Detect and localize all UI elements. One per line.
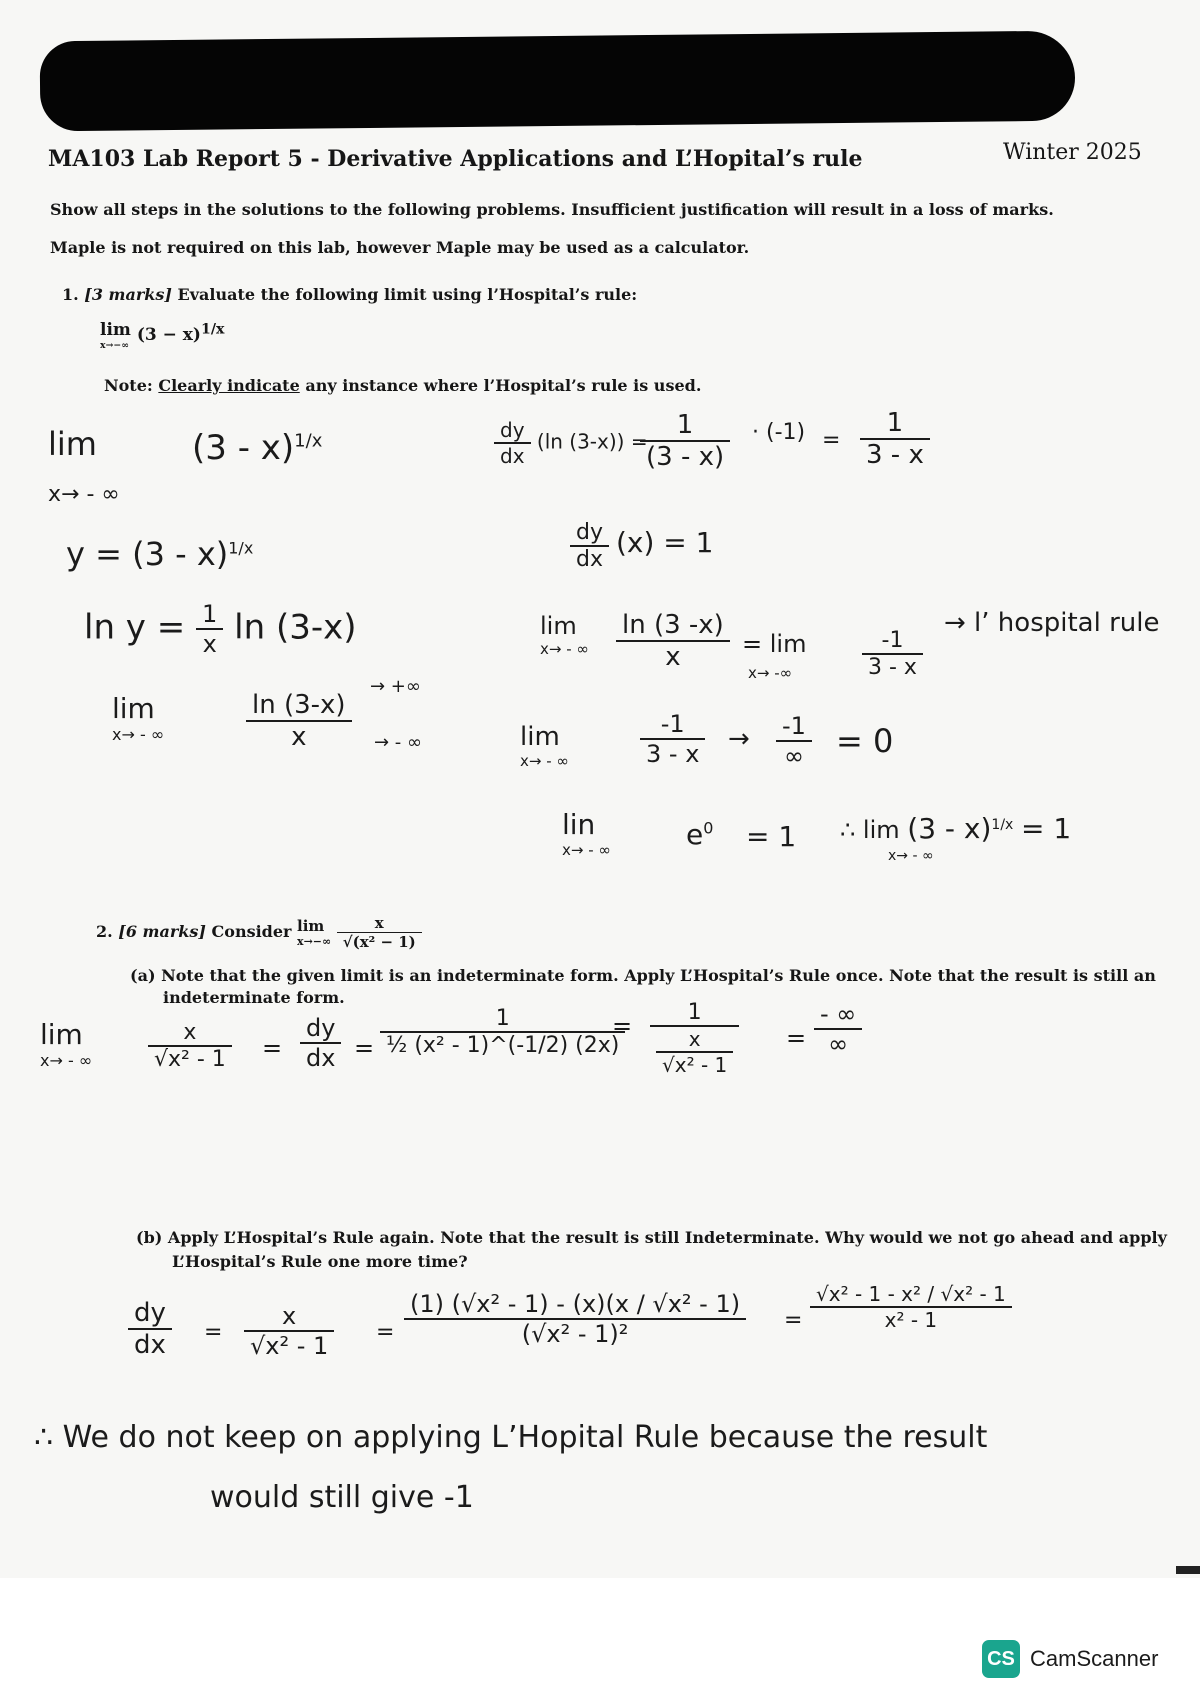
q1w-lim4-base: e [686,818,704,851]
q1w-dy-label [494,418,531,468]
q2aw-eq3: = [612,1012,633,1040]
q2aw-frac3 [650,1000,739,1077]
q2bw-frac3-den: x² - 1 [884,1308,938,1332]
q2aw-frac3-inner-den: √x² - 1 [662,1053,728,1077]
q2aw-dy-den: dx [306,1044,336,1072]
q2bw-frac3-num: √x² - 1 - x² / √x² - 1 [810,1282,1012,1308]
q2a-label: (a) [130,966,156,985]
q2-limit-under: x→−∞ [297,935,332,948]
q1w-dy-frac2-den: 3 - x [866,440,924,470]
q1w-y-exp: 1/x [228,538,254,558]
q1-note-underlined: Clearly indicate [158,376,300,395]
q1w-hop-frac [616,610,730,672]
q1-number: 1. [62,285,79,304]
q2bw-dy [128,1298,172,1360]
scan-edge-mark [1176,1566,1200,1574]
q1w-hop-num: ln (3 -x) [616,610,730,642]
q2aw-frac3-inner-num: x [656,1027,733,1053]
q2aw-eq1: = [262,1034,283,1062]
q1w-final-under: x→ - ∞ [888,848,934,864]
q2aw-lim-under: x→ - ∞ [40,1051,93,1070]
q1w-dyx: $\frac{dy}{dx}$ (x) = 1 [570,520,713,572]
q1-marks: [3 marks] [84,285,172,304]
q1-limit-expr: (3 − x) [136,325,201,345]
q2bw-frac3 [810,1282,1012,1332]
q1w-lim [48,425,97,463]
q2aw-frac-den: √x² - 1 [154,1047,226,1072]
q1w-lim2-note-top: → +∞ [370,676,421,697]
term-label: Winter 2025 [1003,140,1142,165]
q2aw-frac3-num: 1 [650,1000,739,1027]
q2aw-frac4-num: - ∞ [814,1000,862,1030]
q2bw-frac-num: x [244,1302,334,1332]
q2bw-eq1: = [204,1320,223,1345]
q1w-ln-frac-num: 1 [196,600,223,630]
q1w-hop-label: → l’ hospital rule [944,608,1160,638]
q1w-lim3-frac2-num: -1 [776,712,812,742]
q1w-lim2-num: ln (3-x) [246,690,352,722]
q1w-final-exp: 1/x [991,817,1014,833]
q2bw-eq2: = [376,1320,395,1345]
q2a-line1: Note that the given limit is an indeterminate form. Apply L’Hospital’s Rule once. Note that the result is still an [161,966,1156,985]
q2aw-frac [148,1020,232,1072]
q2aw-eq2: = [354,1034,375,1062]
q2a-line2: indeterminate form. [163,988,345,1007]
q1w-lim2-frac [246,690,352,752]
q2aw-frac4-den: ∞ [828,1030,849,1058]
q1w-dy-eq: = [822,428,841,453]
q1w-dy-den: dx [500,444,525,468]
q2-limit-den: √(x² − 1) [342,933,416,951]
q1w-final [840,812,1071,845]
q1w-lim2-fraction [246,690,352,752]
q1-note-label: Note: [104,376,153,395]
question-1 [62,285,637,304]
q1w-lim3-frac2-den: ∞ [783,742,804,770]
q2bw-frac [244,1302,334,1360]
q1w-hop-under: x→ -∞ [748,664,793,682]
q2bw-frac-den: √x² - 1 [250,1332,329,1360]
q1w-ln-frac [196,600,223,658]
q1w-lim-under: x→ - ∞ [48,482,120,507]
camscanner-brand: CamScanner [1030,1646,1159,1671]
q1w-lim4-exp: 0 [703,818,714,838]
q2aw-frac-num: x [148,1020,232,1047]
q2bw-frac2-den: (√x² - 1)² [521,1320,629,1348]
q1w-lim2-note-bot: → - ∞ [374,732,423,753]
q1w-dy-mult: · (-1) [752,420,806,445]
q1w-expr-base: (3 - x) [192,428,295,468]
q1w-hop-lim: lim x→ - ∞ [540,612,589,658]
q2bw-dy-num: dy [128,1298,172,1330]
q1w-dy-fn: (ln (3-x)) = [536,429,648,454]
q1-limit-exp: 1/x [200,321,225,338]
q2-prompt: Consider [211,922,292,941]
q2aw-frac2 [380,1006,625,1058]
q2aw-lim-word: lim [40,1018,83,1051]
q1w-lim4-eq: = 1 [746,820,797,853]
q1w-hop-frac2 [862,628,923,680]
q2aw-lim [40,1018,92,1070]
q2b-answer-line1: ∴ We do not keep on applying L’Hopital Rule because the result [34,1420,988,1455]
q2bw-frac2-num: (1) (√x² - 1) - (x)(x / √x² - 1) [404,1290,746,1320]
q2-marks: [6 marks] [118,922,206,941]
q2-number: 2. [96,922,113,941]
q1w-lim2-den: x [291,722,307,752]
q1w-hop-frac2-den: 3 - x [868,655,917,680]
q2-limit-num: x [337,914,422,933]
q1w-lim3-num: -1 [640,710,705,740]
q1w-lim3-frac [640,710,705,768]
q1w-therefore: ∴ lim [840,816,900,844]
q1w-hop-den: x [665,642,681,672]
q2bw-frac2 [404,1290,746,1348]
redaction-block [40,31,1076,132]
q1w-dy-frac2 [860,408,930,470]
q1w-ln-left: ln y = [84,607,186,648]
q1w-lim3-den: 3 - x [646,740,700,768]
q2bw-dy-den: dx [134,1330,166,1360]
q1w-lim-word: lim [48,425,97,463]
q2aw-dy [300,1014,341,1072]
q2bw-eq3: = [784,1308,803,1333]
camscanner-logo-icon: CS [982,1640,1020,1678]
q1w-hop-eq: = lim [742,630,807,658]
q1w-hop-frac2-num: -1 [862,628,923,655]
q1w-expr-exp: 1/x [294,430,323,452]
q1w-dy-frac1-den: (3 - x) [646,442,725,472]
q2b-label: (b) [136,1228,163,1247]
q1w-ln-frac-den: x [202,630,217,658]
q2b-line1: Apply L’Hospital’s Rule again. Note that the result is still Indeterminate. Why would we not go ahead and apply [167,1228,1167,1247]
q1w-lim3-lim: lim x→ - ∞ [520,722,569,770]
q1w-lim4-expr [686,818,713,851]
q1-limit: lim x→−∞ $(3 - x)^{1/x}$ [100,320,225,351]
instruction-line-2: Maple is not required on this lab, however Maple may be used as a calculator. [50,238,750,257]
q2aw-frac2-num: 1 [380,1006,625,1033]
q1w-ln-right: ln (3-x) [234,607,357,648]
q2aw-dy-num: dy [300,1014,341,1044]
q1w-dyx-fn: (x) = 1 [615,526,714,559]
q1w-dy-num: dy [494,418,531,444]
q1w-expr [192,428,322,468]
q1w-dy-frac2-num: 1 [860,408,930,440]
q1w-lim3-result: = 0 [836,722,894,760]
q1w-y-line [66,535,253,573]
q2b-line2: L’Hospital’s Rule one more time? [172,1252,468,1271]
q2aw-frac2-den: ½ (x² - 1)^(-1/2) (2x) [386,1033,620,1058]
q1w-final-expr: (3 - x) [907,812,992,845]
instruction-line-1: Show all steps in the solutions to the following problems. Insufficient justification will result in a loss of marks. [50,200,1054,219]
q1w-dy-frac1-num: 1 [640,410,730,442]
q1-prompt: Evaluate the following limit using l’Hospital’s rule: [177,285,638,304]
q1w-lim3-frac2 [776,712,812,770]
q2-limit-frac [337,914,422,951]
footer-area [0,1578,1200,1698]
question-2: 2. [6 marks] Consider lim x→−∞ $\frac{x}{\text{√(x² − 1)}}$ [96,914,422,951]
q1w-final-eq: = 1 [1020,812,1072,845]
q1w-lim3-arrow: → [728,724,750,754]
page-title: MA103 Lab Report 5 - Derivative Applications and L’Hopital’s rule [48,146,863,172]
q1w-lim4-lim: lin x→ - ∞ [562,808,611,859]
q2aw-eq4: = [786,1024,807,1052]
q1w-dy-frac1 [640,410,730,472]
q2a-text [130,966,1156,985]
q1w-y-base: y = (3 - x) [66,535,229,573]
q2aw-frac4 [814,1000,862,1058]
q1-note [104,376,701,395]
q2b-text [136,1228,1167,1247]
q1-note-rest: any instance where l’Hospital’s rule is used. [305,376,702,395]
q1w-ln-line [84,600,357,658]
q1w-dy-block [494,418,648,468]
q1-limit-under: x→−∞ [100,340,130,351]
q1w-lim2: lim x→ - ∞ [112,692,165,744]
q2b-answer-line2: would still give -1 [210,1480,474,1515]
